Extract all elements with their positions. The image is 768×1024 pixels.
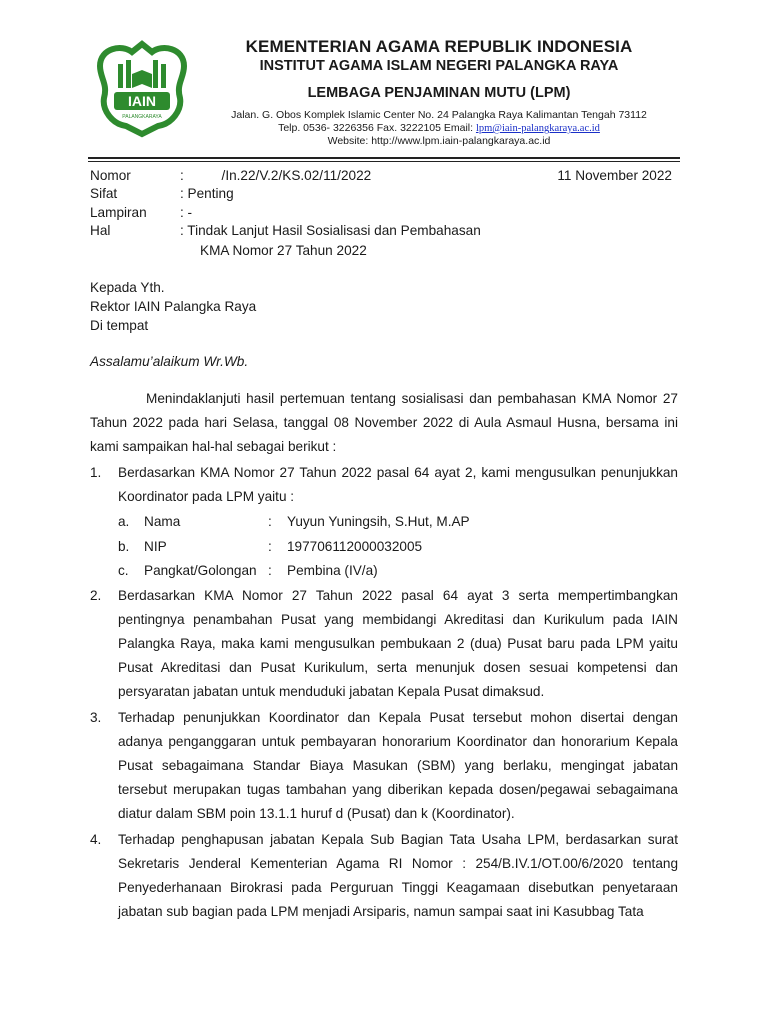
coord-c-sep: : [268,563,272,578]
hal-value-2: KMA Nomor 27 Tahun 2022 [200,243,367,258]
phone-fax: Telp. 0536- 3226356 Fax. 3222105 Email: [278,122,474,134]
logo-text: IAIN [128,93,156,109]
logo-subtext: PALANGKARAYA [122,114,162,120]
item-3-number: 3. [90,710,102,725]
coord-a-value: Yuyun Yuningsih, S.Hut, M.AP [287,514,470,529]
recipient-line-2: Rektor IAIN Palangka Raya [90,299,257,314]
sifat-label: Sifat [90,186,118,201]
coord-c-value: Pembina (IV/a) [287,563,378,578]
hal-value-1: : Tindak Lanjut Hasil Sosialisasi dan Pembahasan [180,223,481,238]
coord-a-sep: : [268,514,272,529]
nomor-value: : /In.22/V.2/KS.02/11/2022 [180,168,372,183]
lampiran-value: : - [180,205,193,220]
item-1-number: 1. [90,465,102,480]
ministry-name: KEMENTERIAN AGAMA REPUBLIK INDONESIA [245,37,633,56]
lampiran-label: Lampiran [90,205,147,220]
item-2-number: 2. [90,588,102,603]
coord-c-label: Pangkat/Golongan [144,563,257,578]
letter-date: 11 November 2022 [557,168,672,183]
sifat-value: : Penting [180,186,234,201]
coord-b-label: NIP [144,539,167,554]
meta-hal [90,221,590,240]
header-rule-thin [88,161,680,162]
meta-lampiran [90,203,390,222]
address-line: Jalan. G. Obos Komplek Islamic Center No. 24 Palangka Raya Kalimantan Tengah 73112 [231,109,647,121]
nomor-label: Nomor [90,168,131,183]
meta-hal-cont [90,241,590,260]
item-1-text: Berdasarkan KMA Nomor 27 Tahun 2022 pasal 64 ayat 2, kami mengusulkan penunjukkan Koordinator pada LPM yaitu : [118,465,678,504]
coord-b-letter: b. [118,539,130,554]
greeting: Assalamu’alaikum Wr.Wb. [90,354,249,369]
intro-paragraph: Menindaklanjuti hasil pertemuan tentang sosialisasi dan pembahasan KMA Nomor 27 Tahun 2022 pada hari Selasa, tanggal 08 November 2022 di Aula Asmaul Husna, bersama ini kami sampaikan hal-hal sebagai berikut : [90,391,678,454]
institute-name: INSTITUT AGAMA ISLAM NEGERI PALANGKA RAYA [259,58,619,74]
item-3-text: Terhadap penunjukkan Koordinator dan Kepala Pusat tersebut mohon disertai dengan adanya penganggaran untuk pembayaran honorarium Koordinator dan honorarium Kepala Pusat sebagaimana Standar Biaya Masukan (SBM) yang berlaku, mengingat jabatan tersebut merupakan tugas tambahan yang diberikan kepada dosen/pegawai sebagaimana diatur dalam SBM poin 13.1.1 huruf d (Pusat) dan k (Koordinator). [118,710,678,821]
coord-b-value: 197706112000032005 [287,539,423,554]
email-link[interactable]: lpm@iain-palangkaraya.ac.id [475,123,600,134]
item-2-text: Berdasarkan KMA Nomor 27 Tahun 2022 pasal 64 ayat 3 serta mempertimbangkan pentingnya penambahan Pusat yang membidangi Akreditasi dan Kurikulum pada IAIN Palangka Raya, maka kami mengusulkan pembukaan 2 (dua) Pusat baru pada LPM yaitu Pusat Akreditasi dan Pusat Kurikulum, serta menunjuk dosen sesuai kompetensi dan persyaratan jabatan untuk menduduki jabatan Kepala Pusat dimaksud. [118,588,678,699]
header-rule-thick [88,157,680,159]
coord-a-label: Nama [144,514,181,529]
hal-label: Hal [90,223,111,238]
item-4-number: 4. [90,832,102,847]
meta-nomor [90,166,390,185]
recipient-line-3: Di tempat [90,318,149,333]
iain-logo [92,38,192,138]
item-4-text: Terhadap penghapusan jabatan Kepala Sub Bagian Tata Usaha LPM, berdasarkan surat Sekretaris Jenderal Kementerian Agama RI Nomor : 254/B.IV.1/OT.00/6/2020 tentang Penyederhanaan Birokrasi pada Perguruan Tinggi Keagamaan disebutkan penyetaraan jabatan sub bagian pada LPM menjadi Arsiparis, namun sampai saat ini Kasubbag Tata [118,832,678,919]
coord-a-letter: a. [118,514,130,529]
website-line[interactable]: Website: http://www.lpm.iain-palangkaraya.ac.id [327,135,551,147]
coord-c-letter: c. [118,563,129,578]
letterhead [195,36,683,148]
unit-name: LEMBAGA PENJAMINAN MUTU (LPM) [307,85,571,101]
coord-b-sep: : [268,539,272,554]
contact-line [195,122,683,135]
meta-sifat [90,184,390,203]
recipient-line-1: Kepada Yth. [90,280,165,295]
